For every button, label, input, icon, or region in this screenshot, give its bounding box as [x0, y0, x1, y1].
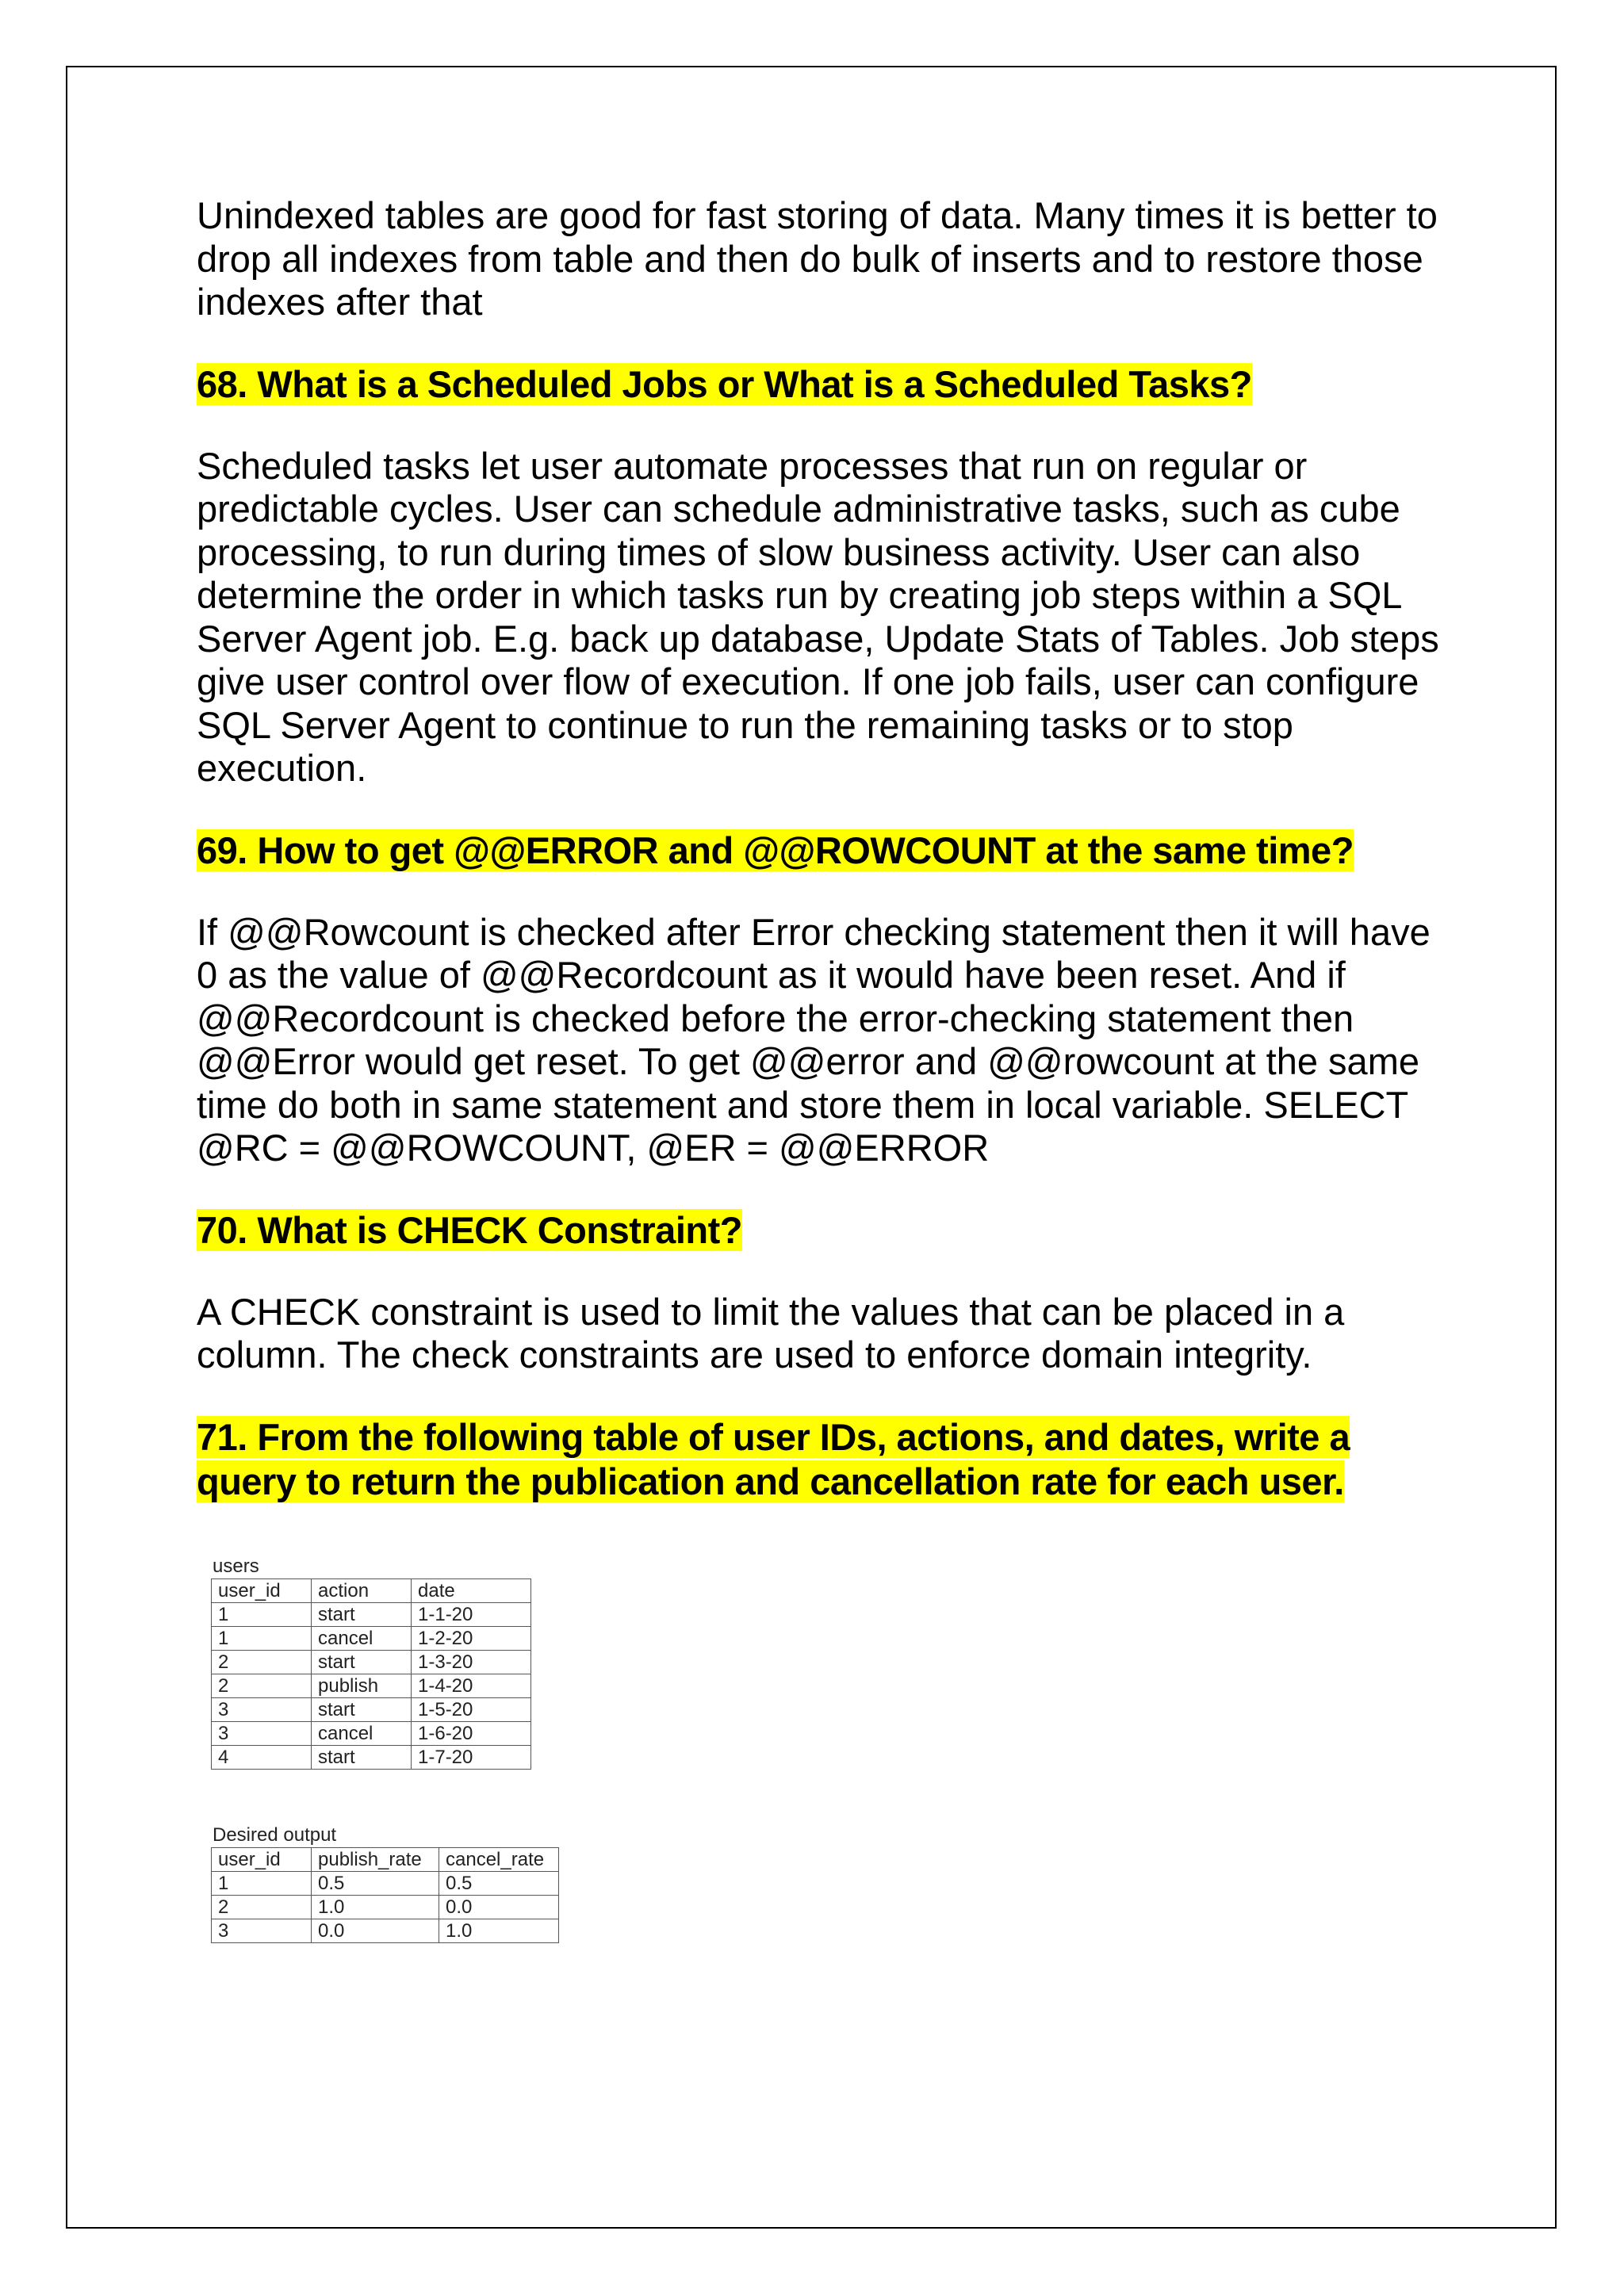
output-table [211, 1847, 559, 1943]
table-cell: 3 [212, 1919, 312, 1943]
output-table-block [211, 1825, 559, 1943]
table-header-row [212, 1848, 559, 1872]
table-cell: 3 [212, 1722, 312, 1746]
table-cell: publish [312, 1674, 412, 1698]
question-69-heading [197, 828, 1450, 873]
table-cell: 1.0 [439, 1919, 559, 1943]
question-70-heading [197, 1208, 1450, 1253]
question-68-heading [197, 362, 1450, 407]
table-row [212, 1746, 531, 1770]
table-cell: 0.0 [439, 1896, 559, 1919]
table-row [212, 1919, 559, 1943]
column-header: date [412, 1579, 531, 1603]
table-cell: 1-2-20 [412, 1627, 531, 1651]
table-cell: 1-4-20 [412, 1674, 531, 1698]
table-row [212, 1603, 531, 1627]
column-header: action [312, 1579, 412, 1603]
table-cell: 1-3-20 [412, 1651, 531, 1674]
table-row [212, 1896, 559, 1919]
table-cell: 0.5 [312, 1872, 439, 1896]
table-cell: 1-7-20 [412, 1746, 531, 1770]
question-70-heading-text: 70. What is CHECK Constraint? [197, 1208, 742, 1251]
table-cell: 1-1-20 [412, 1603, 531, 1627]
table-cell: 4 [212, 1746, 312, 1770]
table-row [212, 1674, 531, 1698]
users-table [211, 1578, 531, 1770]
question-69-heading-text: 69. How to get @@ERROR and @@ROWCOUNT at the same time? [197, 828, 1354, 871]
column-header: publish_rate [312, 1848, 439, 1872]
table-cell: start [312, 1746, 412, 1770]
page-content [197, 194, 1450, 1504]
table-row [212, 1722, 531, 1746]
table-cell: 0.0 [312, 1919, 439, 1943]
table-cell: 2 [212, 1651, 312, 1674]
table-cell: 1.0 [312, 1896, 439, 1919]
table-cell: cancel [312, 1722, 412, 1746]
table-row [212, 1627, 531, 1651]
table-row [212, 1698, 531, 1722]
table-cell: 1-6-20 [412, 1722, 531, 1746]
question-71-heading [197, 1415, 1450, 1504]
table-cell: 0.5 [439, 1872, 559, 1896]
table-cell: 2 [212, 1896, 312, 1919]
table-cell: 1 [212, 1627, 312, 1651]
column-header: cancel_rate [439, 1848, 559, 1872]
table-row [212, 1872, 559, 1896]
table-cell: cancel [312, 1627, 412, 1651]
table-cell: start [312, 1698, 412, 1722]
answer-68-paragraph: Scheduled tasks let user automate processes that run on regular or predictable cycles. User can schedule administrative tasks, such as cube processing, to run during times of slow business activity. User can also determine the order in which tasks run by creating job steps within a SQL Server Agent job. E.g. back up database, Update Stats of Tables. Job steps give user control over flow of execution. If one job fails, user can configure SQL Server Agent to continue to run the remaining tasks or to stop execution. [197, 444, 1439, 789]
users-table-block [211, 1556, 531, 1770]
column-header: user_id [212, 1579, 312, 1603]
output-table-caption: Desired output [213, 1824, 337, 1846]
question-68-heading-text: 68. What is a Scheduled Jobs or What is a Scheduled Tasks? [197, 362, 1252, 405]
answer-69-paragraph: If @@Rowcount is checked after Error checking statement then it will have 0 as the value of @@Recordcount as it would have been reset. And if @@Recordcount is checked before the error-checking statement then @@Error would get reset. To get @@error and @@rowcount at the same time do both in same statement and store them in local variable. SELECT @RC = @@ROWCOUNT, @ER = @@ERROR [197, 910, 1431, 1169]
table-cell: start [312, 1651, 412, 1674]
table-cell: 1 [212, 1603, 312, 1627]
intro-paragraph: Unindexed tables are good for fast storing of data. Many times it is better to drop all indexes from table and then do bulk of inserts and to restore those indexes after that [197, 194, 1438, 323]
table-row [212, 1651, 531, 1674]
answer-70-paragraph: A CHECK constraint is used to limit the values that can be placed in a column. The check constraints are used to enforce domain integrity. [197, 1290, 1345, 1376]
column-header: user_id [212, 1848, 312, 1872]
table-header-row [212, 1579, 531, 1603]
table-cell: 3 [212, 1698, 312, 1722]
question-71-heading-text: 71. From the following table of user IDs, actions, and dates, write a query to return the publication and cancellation rate for each user. [197, 1415, 1350, 1502]
table-cell: start [312, 1603, 412, 1627]
table-cell: 1-5-20 [412, 1698, 531, 1722]
users-table-caption: users [213, 1556, 259, 1577]
table-cell: 1 [212, 1872, 312, 1896]
table-cell: 2 [212, 1674, 312, 1698]
